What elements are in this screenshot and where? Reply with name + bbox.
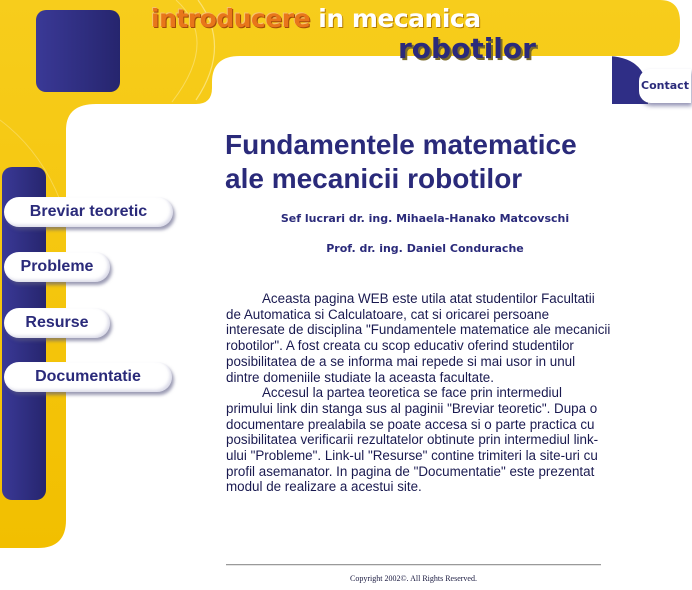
intro-paragraph-2: Accesul la partea teoretica se face prin intermediul primului link din stanga sus al paginii "Breviar teoretic". Dupa o documentare prealabila se poate accesa si o parte practica cu posibilitatea verificarii rezultatelor obtinute prin intermediul link-ului "Probleme". Link-ul "Resurse" contine trimiteri la site-uri cu profil asemanator. In pagina de "Documentatie" este prezentat modul de realizare a acestui site. — [226, 385, 599, 495]
page-title — [225, 128, 625, 196]
site-logo-line1 — [151, 4, 481, 33]
author-condurache: Prof. dr. ing. Daniel Condurache — [326, 242, 524, 255]
page-title-line2: ale mecanicii robotilor — [225, 163, 523, 194]
footer-divider — [226, 564, 601, 566]
logo-text-robotilor: robotilor — [398, 32, 536, 65]
intro-text — [226, 291, 611, 495]
logo-text-introducere: introducere — [151, 4, 311, 33]
logo-text-mecanica: in mecanica — [310, 4, 481, 33]
page-title-line1: Fundamentele matematice — [225, 129, 577, 160]
intro-paragraph-1: Aceasta pagina WEB este utila atat studentilor Facultatii de Automatica si Calculatoare, cat si oricarei persoane interesate de disciplina "Fundamentele matematice ale mecanicii robotilor". A fost creata cu scop educativ oferind studentilor posibilitatea de a se informa mai repede si mai usor in unul dintre domeniile studiate la aceasta facultate. — [226, 291, 611, 385]
nav-breviar-teoretic[interactable]: Breviar teoretic — [4, 197, 173, 227]
nav-probleme[interactable]: Probleme — [4, 252, 110, 282]
nav-resurse[interactable]: Resurse — [4, 308, 110, 338]
copyright-notice: Copyright 2002©. All Rights Reserved. — [350, 574, 477, 583]
author-matcovschi: Sef lucrari dr. ing. Mihaela-Hanako Matcovschi — [280, 212, 570, 225]
contact-button[interactable]: Contact — [639, 69, 691, 103]
nav-documentatie[interactable]: Documentatie — [4, 362, 172, 392]
